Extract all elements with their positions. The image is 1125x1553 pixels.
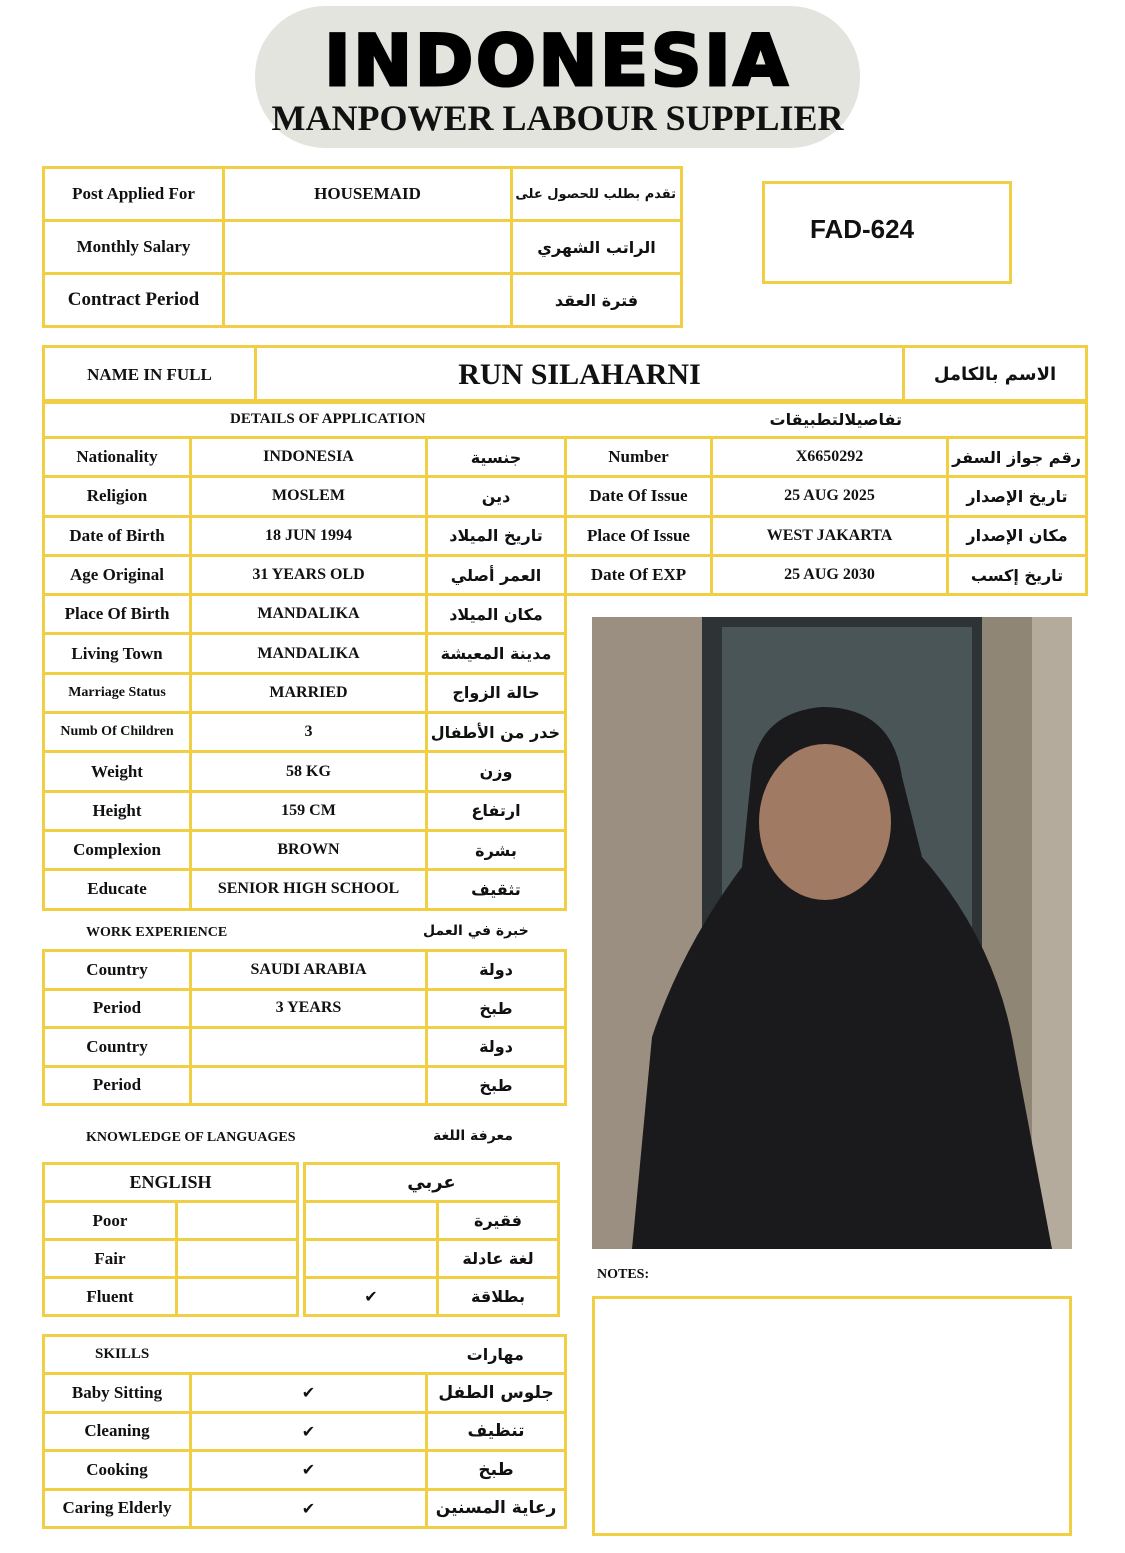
field-value: SAUDI ARABIA [191, 951, 427, 990]
passport-row [566, 438, 1087, 477]
skill-label: Cooking [44, 1451, 191, 1490]
field-label-ar: دين [427, 477, 566, 516]
field-label: Complexion [44, 830, 191, 869]
personal-row [44, 438, 566, 477]
field-label-ar: ارتفاع [427, 791, 566, 830]
post-label: Monthly Salary [44, 221, 224, 274]
passport-table [564, 436, 1088, 596]
english-title: ENGLISH [44, 1164, 298, 1202]
language-level-label: Fair [44, 1240, 177, 1278]
skill-row [44, 1451, 566, 1490]
field-label: Height [44, 791, 191, 830]
field-value: MANDALIKA [191, 634, 427, 673]
post-label: Post Applied For [44, 168, 224, 221]
field-label: Place Of Birth [44, 595, 191, 634]
language-level-checkbox [177, 1278, 298, 1316]
field-value [191, 1066, 427, 1105]
field-label: Nationality [44, 438, 191, 477]
field-label-ar: تاريخ الميلاد [427, 516, 566, 555]
field-value: 3 YEARS [191, 989, 427, 1028]
skills-table [42, 1334, 567, 1529]
field-label: Period [44, 1066, 191, 1105]
language-level-checkbox [177, 1240, 298, 1278]
field-label-ar: وزن [427, 752, 566, 791]
language-level-checkbox [305, 1240, 438, 1278]
skill-row [44, 1489, 566, 1528]
field-label-ar: تاريخ الإصدار [948, 477, 1087, 516]
language-level-row [44, 1240, 298, 1278]
field-label: Place Of Issue [566, 516, 712, 555]
field-value: 25 AUG 2025 [712, 477, 948, 516]
personal-row [44, 477, 566, 516]
name-label-ar: الاسم بالكامل [904, 347, 1087, 403]
skill-label: Baby Sitting [44, 1374, 191, 1413]
skill-checkbox: ✔ [191, 1489, 427, 1528]
logo-subtitle: MANPOWER LABOUR SUPPLIER [271, 98, 844, 138]
reference-code: FAD-624 [810, 214, 915, 244]
post-value [224, 221, 512, 274]
skill-checkbox: ✔ [191, 1374, 427, 1413]
language-level-label: Fluent [44, 1278, 177, 1316]
field-label-ar: طبخ [427, 1066, 566, 1105]
field-label: Period [44, 989, 191, 1028]
field-label-ar: بشرة [427, 830, 566, 869]
field-label: Weight [44, 752, 191, 791]
post-label-ar: الراتب الشهري [512, 221, 682, 274]
personal-row [44, 752, 566, 791]
field-label-ar: خدر من الأطفال [427, 713, 566, 752]
name-table [42, 345, 1088, 404]
personal-row [44, 595, 566, 634]
work-row [44, 1028, 566, 1067]
company-logo [255, 6, 860, 148]
field-value: MOSLEM [191, 477, 427, 516]
skill-row [44, 1374, 566, 1413]
field-label-ar: طبخ [427, 989, 566, 1028]
passport-row [566, 555, 1087, 594]
personal-table [42, 436, 567, 911]
logo-title: INDONESIA [324, 20, 791, 102]
field-value: MARRIED [191, 673, 427, 712]
field-label: Date Of EXP [566, 555, 712, 594]
name-label: NAME IN FULL [44, 347, 256, 403]
skill-checkbox: ✔ [191, 1412, 427, 1451]
skill-label-ar: جلوس الطفل [427, 1374, 566, 1413]
post-value [224, 274, 512, 327]
field-value: X6650292 [712, 438, 948, 477]
field-value: BROWN [191, 830, 427, 869]
field-label: Country [44, 1028, 191, 1067]
field-value: INDONESIA [191, 438, 427, 477]
arabic-table [303, 1162, 560, 1317]
field-value: 18 JUN 1994 [191, 516, 427, 555]
post-label-ar: تقدم بطلب للحصول على [512, 168, 682, 221]
skill-label-ar: طبخ [427, 1451, 566, 1490]
personal-row [44, 673, 566, 712]
full-name: RUN SILAHARNI [256, 347, 904, 403]
skill-row [44, 1412, 566, 1451]
language-level-row [305, 1278, 559, 1316]
work-table [42, 949, 567, 1106]
post-label-ar: فترة العقد [512, 274, 682, 327]
language-level-row [305, 1202, 559, 1240]
field-label: Date Of Issue [566, 477, 712, 516]
language-level-label: فقيرة [438, 1202, 559, 1240]
field-value: 31 YEARS OLD [191, 555, 427, 594]
work-row [44, 951, 566, 990]
personal-row [44, 830, 566, 869]
work-row [44, 989, 566, 1028]
reference-box [762, 181, 1012, 284]
language-level-row [44, 1202, 298, 1240]
notes-box [592, 1296, 1072, 1536]
field-label-ar: مكان الإصدار [948, 516, 1087, 555]
post-row-salary [44, 221, 682, 274]
field-label-ar: دولة [427, 1028, 566, 1067]
skill-label-ar: رعاية المسنين [427, 1489, 566, 1528]
skills-header-ar: مهارات [427, 1336, 566, 1374]
language-level-checkbox [305, 1202, 438, 1240]
skill-label: Cleaning [44, 1412, 191, 1451]
field-label: Age Original [44, 555, 191, 594]
field-label: Marriage Status [44, 673, 191, 712]
field-label-ar: دولة [427, 951, 566, 990]
post-row-contract [44, 274, 682, 327]
language-level-label: لغة عادلة [438, 1240, 559, 1278]
english-table [42, 1162, 299, 1317]
personal-row [44, 713, 566, 752]
passport-row [566, 477, 1087, 516]
field-value: SENIOR HIGH SCHOOL [191, 870, 427, 909]
field-label: Number [566, 438, 712, 477]
applicant-photo [592, 617, 1072, 1249]
field-label: Numb Of Children [44, 713, 191, 752]
work-header-ar: خبرة في العمل [423, 923, 529, 939]
field-value: 25 AUG 2030 [712, 555, 948, 594]
details-header-en: DETAILS OF APPLICATION [44, 401, 644, 438]
skill-label-ar: تنظيف [427, 1412, 566, 1451]
field-label-ar: حالة الزواج [427, 673, 566, 712]
field-value: 159 CM [191, 791, 427, 830]
post-value: HOUSEMAID [224, 168, 512, 221]
field-value [191, 1028, 427, 1067]
field-label: Living Town [44, 634, 191, 673]
field-label-ar: مكان الميلاد [427, 595, 566, 634]
field-label-ar: جنسية [427, 438, 566, 477]
field-label-ar: مدينة المعيشة [427, 634, 566, 673]
arabic-title: عربي [305, 1164, 559, 1202]
language-level-checkbox: ✔ [305, 1278, 438, 1316]
field-value: MANDALIKA [191, 595, 427, 634]
post-row-applied [44, 168, 682, 221]
language-level-label: Poor [44, 1202, 177, 1240]
field-value: WEST JAKARTA [712, 516, 948, 555]
field-label: Religion [44, 477, 191, 516]
skills-header-en: SKILLS [44, 1336, 427, 1374]
personal-row [44, 791, 566, 830]
field-label-ar: العمر أصلي [427, 555, 566, 594]
field-label: Country [44, 951, 191, 990]
details-header [42, 399, 1088, 439]
languages-header-ar: معرفة اللغة [433, 1128, 513, 1144]
language-level-row [305, 1240, 559, 1278]
personal-row [44, 870, 566, 909]
post-table [42, 166, 683, 328]
work-row [44, 1066, 566, 1105]
field-label-ar: تثقيف [427, 870, 566, 909]
field-label-ar: رقم جواز السفر [948, 438, 1087, 477]
language-level-checkbox [177, 1202, 298, 1240]
field-label: Date of Birth [44, 516, 191, 555]
field-label: Educate [44, 870, 191, 909]
skill-label: Caring Elderly [44, 1489, 191, 1528]
post-label: Contract Period [44, 274, 224, 327]
personal-row [44, 555, 566, 594]
language-level-row [44, 1278, 298, 1316]
personal-row [44, 634, 566, 673]
field-label-ar: تاريخ إكسب [948, 555, 1087, 594]
details-header-ar: تفاصيلالتطبيقات [644, 401, 1087, 438]
language-level-label: بطلاقة [438, 1278, 559, 1316]
photo-image [592, 617, 1072, 1249]
field-value: 3 [191, 713, 427, 752]
field-value: 58 KG [191, 752, 427, 791]
languages-header-en: KNOWLEDGE OF LANGUAGES [86, 1130, 296, 1145]
notes-label: NOTES: [597, 1267, 650, 1282]
personal-row [44, 516, 566, 555]
skill-checkbox: ✔ [191, 1451, 427, 1490]
passport-row [566, 516, 1087, 555]
work-header-en: WORK EXPERIENCE [86, 925, 228, 940]
